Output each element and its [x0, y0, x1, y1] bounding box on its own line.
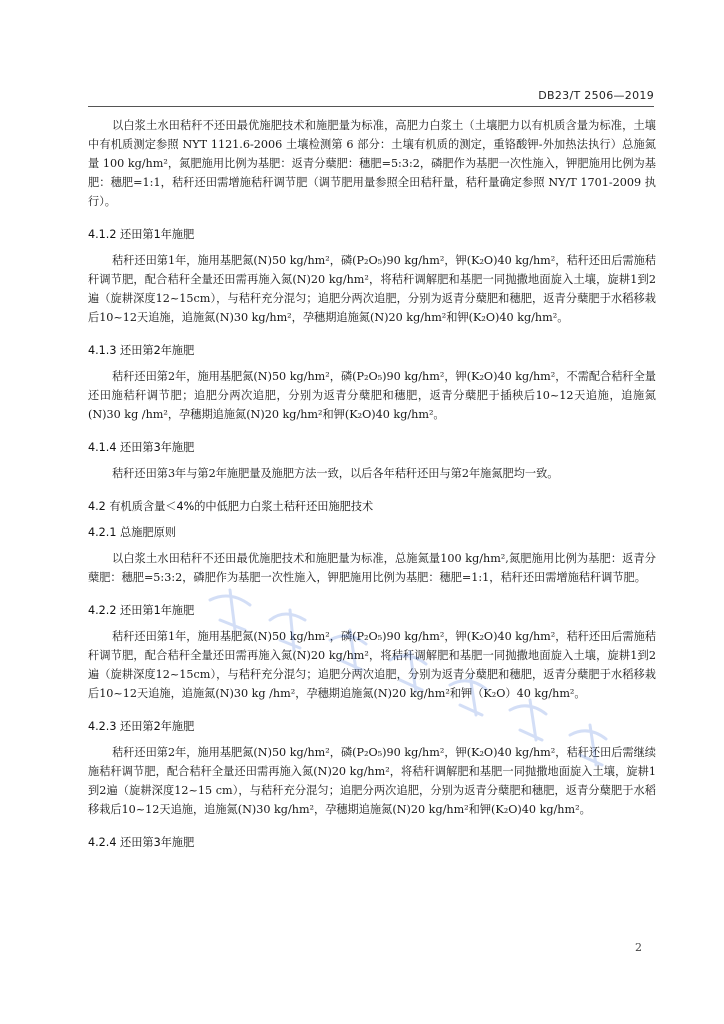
section-heading: 4.1.2 还田第1年施肥 [88, 228, 195, 241]
header-rule [88, 106, 654, 107]
section-heading: 4.2 有机质含量＜4%的中低肥力白浆土秸秆还田施肥技术 [88, 500, 374, 513]
paragraph: 秸秆还田第1年，施用基肥氮(N)50 kg/hm²，磷(P₂O₅)90 kg/hm²，钾(K₂O)40 kg/hm²，秸秆还田后需施秸秆调节肥，配合秸秆全量还田需再施入氮(N)20 kg/hm²，将秸秆调解肥和基肥一同抛撒地面旋入土壤，旋耕1到2遍（旋耕深度12~15cm），与秸秆充分混匀；追肥分两次追肥，分别为返青分蘖肥和穗肥，返青分蘖肥于水稻移栽后10~12天追施，追施氮(N)30 kg/hm²，孕穗期追施氮(N)20 kg/hm²和钾(K₂O)40 kg/hm²。 [88, 254, 656, 324]
page-number: 2 [635, 941, 642, 954]
document-body [88, 116, 656, 859]
paragraph: 秸秆还田第2年，施用基肥氮(N)50 kg/hm²，磷(P₂O₅)90 kg/hm²，钾(K₂O)40 kg/hm²，不需配合秸秆全量还田施秸秆调节肥；追肥分两次追肥，分别为返青分蘖肥和穗肥，返青分蘖肥于插秧后10~12天追施，追施氮(N)30 kg /hm²，孕穗期追施氮(N)20 kg/hm²和钾(K₂O)40 kg/hm²。 [88, 370, 656, 421]
section-heading: 4.2.4 还田第3年施肥 [88, 836, 195, 849]
section-heading: 4.1.4 还田第3年施肥 [88, 441, 195, 454]
section-heading: 4.2.2 还田第1年施肥 [88, 604, 195, 617]
section-heading: 4.2.3 还田第2年施肥 [88, 720, 195, 733]
paragraph: 秸秆还田第1年，施用基肥氮(N)50 kg/hm²，磷(P₂O₅)90 kg/hm²，钾(K₂O)40 kg/hm²，秸秆还田后需施秸秆调节肥，配合秸秆全量还田需再施入氮(N)20 kg/hm²，将秸秆调解肥和基肥一同抛撒地面旋入土壤，旋耕1到2遍（旋耕深度12~15cm），与秸秆充分混匀；追肥分两次追肥，分别为返青分蘖肥和穗肥，返青分蘖肥于水稻移栽后10~12天追施，追施氮(N)30 kg /hm²，孕穗期追施氮(N)20 kg/hm²和钾（K₂O）40 kg/hm²。 [88, 630, 656, 700]
section-heading: 4.1.3 还田第2年施肥 [88, 344, 195, 357]
paragraph: 以白浆土水田秸秆不还田最优施肥技术和施肥量为标准，高肥力白浆土（土壤肥力以有机质含量为标准，土壤中有机质测定参照 NYT 1121.6-2006 土壤检测第 6 部分：土壤有机质的测定，重铬酸钾-外加热法执行）总施氮量 100 kg/hm²，氮肥施用比例为基肥：返青分蘖肥：穗肥=5:3:2，磷肥作为基肥一次性施入，钾肥施用比例为基肥：穗肥=1:1，秸秆还田需增施秸秆调节肥（调节肥用量参照全田秸秆量，秸秆量确定参照 NY/T 1701-2009 执行）。 [88, 119, 656, 208]
section-heading: 4.2.1 总施肥原则 [88, 526, 176, 539]
paragraph: 秸秆还田第3年与第2年施肥量及施肥方法一致，以后各年秸秆还田与第2年施氮肥均一致。 [112, 467, 559, 480]
document-code: DB23/T 2506—2019 [538, 89, 654, 102]
paragraph: 秸秆还田第2年，施用基肥氮(N)50 kg/hm²，磷(P₂O₅)90 kg/hm²，钾(K₂O)40 kg/hm²，秸秆还田后需继续施秸秆调节肥，配合秸秆全量还田需再施入氮(N)20 kg/hm²，将秸秆调解肥和基肥一同抛撒地面旋入土壤，旋耕1到2遍（旋耕深度12~15 cm），与秸秆充分混匀；追肥分两次追肥，分别为返青分蘖肥和穗肥，返青分蘖肥于水稻移栽后10~12天追施，追施氮(N)30 kg/hm²，孕穗期追施氮(N)20 kg/hm²和钾(K₂O)40 kg/hm²。 [88, 746, 656, 816]
paragraph: 以白浆土水田秸秆不还田最优施肥技术和施肥量为标准，总施氮量100 kg/hm²,氮肥施用比例为基肥：返青分蘖肥：穗肥=5:3:2，磷肥作为基肥一次性施入，钾肥施用比例为基肥：穗肥=1:1，秸秆还田需增施秸秆调节肥。 [88, 552, 656, 584]
